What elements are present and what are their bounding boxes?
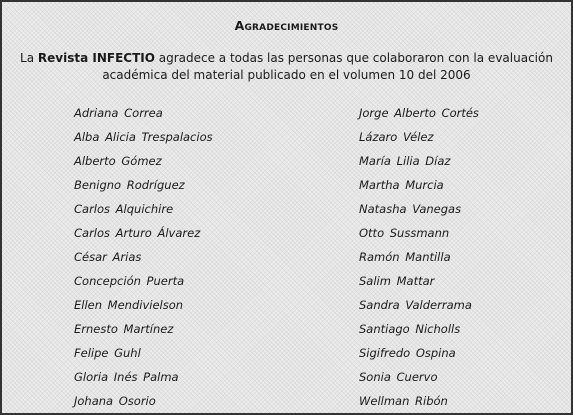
journal-name: Revista INFECTIO xyxy=(37,51,155,65)
reviewer-name: Salim Mattar xyxy=(359,274,435,288)
names-column-right xyxy=(359,101,479,413)
reviewer-name: Sonia Cuervo xyxy=(359,370,438,384)
page-title: Agradecimientos xyxy=(234,18,339,33)
reviewer-name: Santiago Nicholls xyxy=(359,322,461,336)
reviewer-name: Johana Osorio xyxy=(74,394,156,408)
reviewer-name: Gloria Inés Palma xyxy=(74,370,179,384)
reviewer-name: Martha Murcia xyxy=(359,178,444,192)
reviewer-name: César Arias xyxy=(74,250,142,264)
reviewer-name: Ernesto Martínez xyxy=(74,322,174,336)
reviewer-name: Lázaro Vélez xyxy=(359,130,434,144)
reviewer-name: Adriana Correa xyxy=(74,106,163,120)
reviewer-name: Alberto Gómez xyxy=(74,154,162,168)
reviewer-name: Otto Sussmann xyxy=(359,226,450,240)
reviewer-name: Carlos Alquichire xyxy=(74,202,174,216)
reviewer-name: Concepción Puerta xyxy=(74,274,185,288)
reviewer-name: María Lilia Díaz xyxy=(359,154,451,168)
names-column-left xyxy=(74,101,213,413)
reviewer-name: Sandra Valderrama xyxy=(359,298,472,312)
reviewer-name: Alba Alicia Trespalacios xyxy=(74,130,213,144)
reviewer-name: Benigno Rodríguez xyxy=(74,178,185,192)
reviewer-name: Wellman Ribón xyxy=(359,394,448,408)
reviewer-name: Jorge Alberto Cortés xyxy=(359,106,479,120)
reviewer-name: Carlos Arturo Álvarez xyxy=(74,226,201,240)
intro-pre: La xyxy=(20,51,38,65)
reviewer-name: Ellen Mendivielson xyxy=(74,298,184,312)
intro-post: agradece a todas las personas que colaboraron con la evaluación académica del material publicado en el volumen 10 del 2006 xyxy=(102,51,553,82)
reviewer-name: Felipe Guhl xyxy=(74,346,141,360)
reviewer-name: Natasha Vanegas xyxy=(359,202,462,216)
reviewer-name: Ramón Mantilla xyxy=(359,250,451,264)
intro-paragraph xyxy=(6,50,567,84)
reviewer-name: Sigifredo Ospina xyxy=(359,346,456,360)
